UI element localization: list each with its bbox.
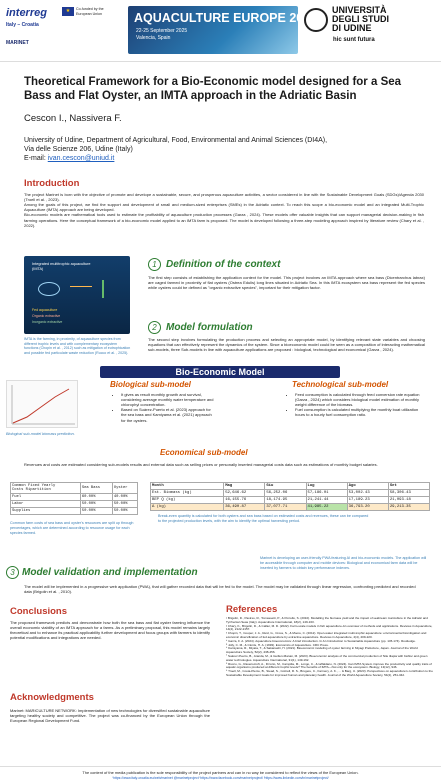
reference-item: ⁹ Troell, M., Costa-Pierce, B., Stead, S., Cottrell, R. S., Brugere, C., Farmery, A. K., ... & Barg, U. (2023). Perspectives on aquaculture's contribution to the Sustainable Development Goals for improved human and planetary health. Journal of the World Aquaculture Society, 54(2), 251-342. [226, 669, 433, 677]
month-table-header-cell: Lug [306, 483, 347, 490]
fish-cage-icon [38, 282, 60, 296]
conference-banner [128, 6, 318, 54]
cost-table-header-row [11, 483, 138, 494]
eco-heading: Economical sub-model [160, 448, 248, 457]
month-table [150, 482, 430, 511]
month-table-cell: 18,174.95 [265, 497, 306, 504]
reference-item: ² Chary, K., Brigolin, D., & Callier, M. D. (2022). Farm-scale models in fish aquaculture-An overview of methods and applications. Reviews in Aquaculture, 14(4), 2122-2157. [226, 623, 433, 632]
cost-table-row [11, 508, 138, 515]
step3-number-badge: 3 [6, 566, 19, 579]
imta-figure [24, 256, 130, 334]
conference-dates: 22-25 September 2025 [136, 28, 188, 34]
month-table-cell: 37,077.71 [265, 504, 306, 511]
cost-table-header-cell: Sea Bass [80, 483, 112, 494]
university-seal-icon [304, 8, 328, 32]
month-table-row [151, 497, 430, 504]
month-table-header-cell: Mag [224, 483, 265, 490]
imta-figure-label1: Integrated multitrophic aquaculture [32, 262, 91, 266]
cost-table-cell: 60.00% [80, 494, 112, 501]
cost-table-title-line2: Costs Ripartition [12, 488, 51, 492]
intro-paragraph-3: Bio-economic models are mathematical tools used to estimate the profitability of aquaculture production processes (Garza , 2024). These models offer valuable insights that can support managerial decision-making in fish farming operations. Here the conceptual framework of a bio-economic model applied to an IMTA farm is proposed. The model is developed following a three-step modeling approach inspired by literature review (Chary et al. , 2022). [24, 212, 424, 228]
tech-item-1: • Feed consumption is calculated through feed conversion rate equation (Garza , 2024) which considers biological model estimation of monthly weight difference of the biomass. [295, 392, 420, 407]
cost-table-row [11, 501, 138, 508]
step2-text: The second step involves formulating the production process and selecting an appropriate model, by identifying relevant state variables and choosing equations that can effectively represent the dynamics of the system. Since a bioeconomic model could be seen as a composition of interacting mathematical sub-models, three Sub-models in line with aquaculture applications are proposed : biological, technological and economical (Garza , 2024). [148, 337, 425, 353]
introduction-heading: Introduction [24, 178, 80, 189]
cost-table-title-line1: Common Fixed Yearly [12, 484, 56, 488]
tech-list [290, 392, 420, 418]
cost-table-cell: 40.00% [112, 494, 137, 501]
month-table-cell: 16,155.76 [224, 497, 265, 504]
month-table-cell: 56,252.06 [265, 490, 306, 497]
conclusions-heading: Conclusions [10, 606, 68, 617]
university-motto: hic sunt futura [333, 37, 375, 43]
references-list [226, 617, 434, 678]
step1-heading: Definition of the context [166, 259, 281, 270]
cost-table-cell: Supplies [11, 508, 81, 515]
month-table-cell: 53,002.43 [347, 490, 388, 497]
acknowledgments-text: Marinet: MARICULTURE NETWORK: Implementation of new technologies for diversified sustainable aquaculture targeting healthy society and competitive. The project was co-financed by the European Union through the European Regional Development Fund. [10, 708, 211, 724]
month-table-cell: Est. Biomass (kg) [151, 490, 224, 497]
intro-paragraph-2: Among the goals of this project, we find the support and development of small and medium-sized enterprises (SMEs) in the Adriatic context. To reach this scope a bio-economic model and an integrated Multi-Trophic Aquaculture (IMTA) approach are being developed. [24, 202, 424, 213]
acknowledgments-heading: Acknowledgments [10, 692, 94, 703]
seaweed-icon [102, 280, 104, 298]
month-table-cell: 52,646.62 [224, 490, 265, 497]
oyster-line-icon [70, 286, 92, 287]
month-table-cell: 17,189.23 [347, 497, 388, 504]
month-table-header-cell: Set [388, 483, 429, 490]
reference-item: ⁷ Suárez-Puerto, B., Aranda, M., & Guillen-Manan, M. (2023). Bioeconomic analysis of the commercial production of Nile tilapia with biofloc and green water technologies. Aquaculture International, 31(1), 149-162. [226, 653, 428, 662]
month-table-cell: 29,213.35 [388, 504, 429, 511]
email-label: E-mail: [24, 155, 48, 163]
month-table-header-cell: Month [151, 483, 224, 490]
step3-heading: Model validation and implementation [22, 567, 198, 578]
tech-heading: Technological sub-model [292, 380, 389, 389]
step3-text: The model will be implemented in a progressive web application (PWA), that will gather recorded data that will be fed to the model. The model may be validated through linear regression, confronting predicted and recorded data (Brigolin et al. , 2010). [24, 584, 416, 595]
cost-table-cell: 50.00% [80, 501, 112, 508]
footer [0, 766, 441, 784]
reference-item: ¹ Brigolin, D., Pastres, R., Tomassetti, P., & Porrello, S. (2010). Modelling the biomass yield and the impact of seabream mariculture in the Adriatic and Tyrrhenian Seas (Italy). Aquaculture International, 18(2), 149-163. [226, 616, 428, 624]
cost-table-cell: 50.00% [112, 508, 137, 515]
cost-table-cell: Fuel [11, 494, 81, 501]
cofunded-label: Co-funded by the European Union [76, 7, 104, 16]
university-name [332, 6, 389, 34]
biomass-chart-svg [7, 381, 79, 429]
reference-item: ⁶ Kamiyama, R., Miyata, T., & Sakanashi, H. (2021). Bioeconomic modeling of oyster farming in Miyagi Prefecture, Japan. Journal of the World Aquaculture Society, 52(2), 438-456. [226, 646, 418, 655]
affiliation-line2: Via delle Scienze 206, Udine (Italy) [24, 146, 133, 154]
month-table-cell: 21,093.18 [388, 497, 429, 504]
month-table-cell: 57,186.01 [306, 490, 347, 497]
cost-table-header-cell: Oyster [112, 483, 137, 494]
university-line3: DI UDINE [332, 23, 372, 34]
bioeconomic-banner: Bio-Economic Model [100, 366, 340, 378]
university-line2: DEGLI STUDI [332, 14, 390, 25]
imta-figure-label4: Organic extractive [32, 314, 61, 318]
imta-caption: IMTA is the farming, in proximity, of aquaculture species from different trophic levels and with complementary ecosystem functions (Chopin et al. , 2012) such as mitigation of eutrophication and possible fed particulate waste reduction (Rucco et al. , 2025). [24, 337, 131, 356]
region-label: Italy – Croatia [6, 22, 39, 28]
reference-item: ⁴ Garza, F. A. (2024). Aquaculture bioeconomics: A brief introduction. In An Introduction to Sustainable Aquaculture (pp. 145-174). Routledge. [226, 638, 416, 643]
biomass-chart-image [6, 380, 78, 428]
month-table-cell: 21,241.44 [306, 497, 347, 504]
month-table-cell: 58,306.43 [388, 490, 429, 497]
month-table-header-cell: Giu [265, 483, 306, 490]
month-table-cell: Δ (kg) [151, 504, 224, 511]
marinet-logo: MARINET [6, 40, 29, 46]
eu-flag-icon: ★ [62, 7, 74, 16]
university-line1: UNIVERSITÀ [332, 5, 387, 15]
email-link[interactable]: ivan.cescon@uniud.it [47, 155, 115, 163]
step2-heading: Model formulation [166, 322, 253, 333]
month-table-cell: 36,793.20 [347, 504, 388, 511]
footer-links[interactable]: ⁱhttps://www.italy-croatia.eu/web/marinet @marinetproject ⁱhttps://www.facebook.com/marinetproject/ ⁱhttps://www.linkedin.com/in/marinetproject/ [112, 776, 329, 780]
month-table-row [151, 504, 430, 511]
step2-number-badge: 2 [148, 321, 161, 334]
email-line [24, 154, 434, 163]
month-table-header-cell: Ago [347, 483, 388, 490]
cost-table [10, 482, 138, 515]
tech-item-2: • Fuel consumption is calculated multiplying the monthly boat utilization hours to a hourly fuel consumption ratio. [295, 407, 420, 417]
affiliation [24, 136, 434, 164]
affiliation-line1: University of Udine, Department of Agricultural, Food, Environmental and Animal Sciences (DI4A), [24, 137, 328, 144]
header-bar [0, 0, 441, 62]
month-table-header-row [151, 483, 430, 490]
cost-caption: Common farm costs of sea bass and oyster's resources are split up through percentages, which are determined according to resource usage for each species farmed. [10, 521, 134, 535]
reference-item: ⁸ Rucco, G., Ravenscroft, A., Di Iorio, M., Campilia, M., Longo, C., & Iaffaldano, N. (2024). Can IMTA System improve the productivity and quality traits of aquatic organisms produced at different trophic levels? The benefits of IMTA—Not only for the ecosystem. Biology, 13(12), 946. [226, 661, 432, 670]
bio-heading: Biological sub-model [110, 380, 191, 389]
cost-table-title-cell [11, 483, 81, 494]
bio-list [116, 392, 216, 423]
imta-figure-label3: Fed aquaculture [32, 308, 58, 312]
bio-item-2: • Based on Suárez-Puerto et al. (2023) approach for the sea bass and Kamiyama et al. (2021) approach for the oysters. [121, 407, 216, 422]
cost-table-row [11, 494, 138, 501]
references-heading: References [226, 604, 278, 615]
month-table-row [151, 490, 430, 497]
month-caption: Break-even quantity is calculated for both oysters and sea bass based on estimated costs and revenues, these can be compared to the projected production levels, with the aim to identify the optimal harvesting period. [158, 514, 369, 523]
pwa-note: Marinet is developing an user-friendly PWA featuring AI and bio-economic models. The application will be accessible through computer and mobile devices: Biological and economical farm data will be inserted by farmers to obtain key performance indexes. [260, 556, 427, 570]
bio-caption: Biological sub-model biomass prediction. [6, 432, 75, 436]
cost-table-cell: 50.00% [112, 501, 137, 508]
imta-figure-label2: (IMTA) [32, 267, 44, 271]
month-table-cell: BEP Q (kg) [151, 497, 224, 504]
bio-item-1: • It gives as result monthly growth and survival, considering average monthly water temperature and chlorophyl concentration. [121, 392, 216, 407]
month-table-cell: 36,490.87 [224, 504, 265, 511]
reference-item: ⁵ Jolly, C. M., & Clonts, H. A. (1993). Economics of Aquaculture. CRC Press. [226, 642, 329, 647]
poster-title: Theoretical Framework for a Bio-Economic model designed for a Sea Bass and Flat Oyster, an IMTA approach in the Adriatic Basin [24, 76, 402, 103]
conference-title: AQUACULTURE EUROPE 2025 [134, 11, 318, 25]
authors: Cescon I., Nassivera F. [24, 113, 122, 124]
conference-venue: Valencia, Spain [136, 35, 171, 41]
imta-figure-label5: Inorganic extractive [32, 320, 63, 324]
intro-paragraph-1: The project Marinet is born with the objective of promote and develope a sustainable, secure, and prosperous aquaculture activities, a sector considered in line with the Sustainable Development Goals (SDGs)/Agenda 2030 (Troell et al. , 2023). [24, 192, 424, 203]
step1-text: The first step consists of establishing the application context for the model. This project involves an IMTA approach where sea bass (Dicentrarchus labrax) are caged farmed in proximity of flat oysters (Ostrea Edulis) long lines situated in Adriatic Sea. In this IMTA ecosystem sea bass represent the fed species while oysters could be defined as "organic extractive species", important for their mitigation factor. [148, 275, 425, 291]
introduction-text [24, 192, 424, 228]
month-table-cell: 41,985.22 [306, 504, 347, 511]
biomass-curve [13, 389, 69, 423]
eco-text: Revenues and costs are estimated considering sub-models results and external data such as selling prices or personally inserted managerial costs data such as estimations of monthly budget salaries. [24, 462, 378, 467]
reference-item: ³ Chopin, T., Cooper, J. A., Reid, G., Cross, S., & Moore, C. (2012). Open-water integrated multi-trophic aquaculture: environmental biomitigation and economic diversification of fed aquaculture by extractive aquaculture. Reviews in Aquaculture, 4(4), 209-220. [226, 631, 427, 639]
interreg-logo: interreg [6, 7, 47, 19]
step1-number-badge: 1 [148, 258, 161, 271]
footer-disclaimer: The content of the media publication is the sole responsibility of the project partners and can in no way be considered to reflect the views of the European Union. [82, 770, 359, 775]
cost-table-cell: 50.00% [80, 508, 112, 515]
cost-table-cell: Labor [11, 501, 81, 508]
conclusions-text: The proposed framework predicts and demonstrate how both the sea bass and flat oyster farming influence the overall economic viability of an IMTA approach for a farms. As a preliminary proposal, this model remains largely theoretical and to enhance its practical applicability further development and focus groups with farmers to identify potential modifications and integrations are needed. [10, 620, 210, 641]
